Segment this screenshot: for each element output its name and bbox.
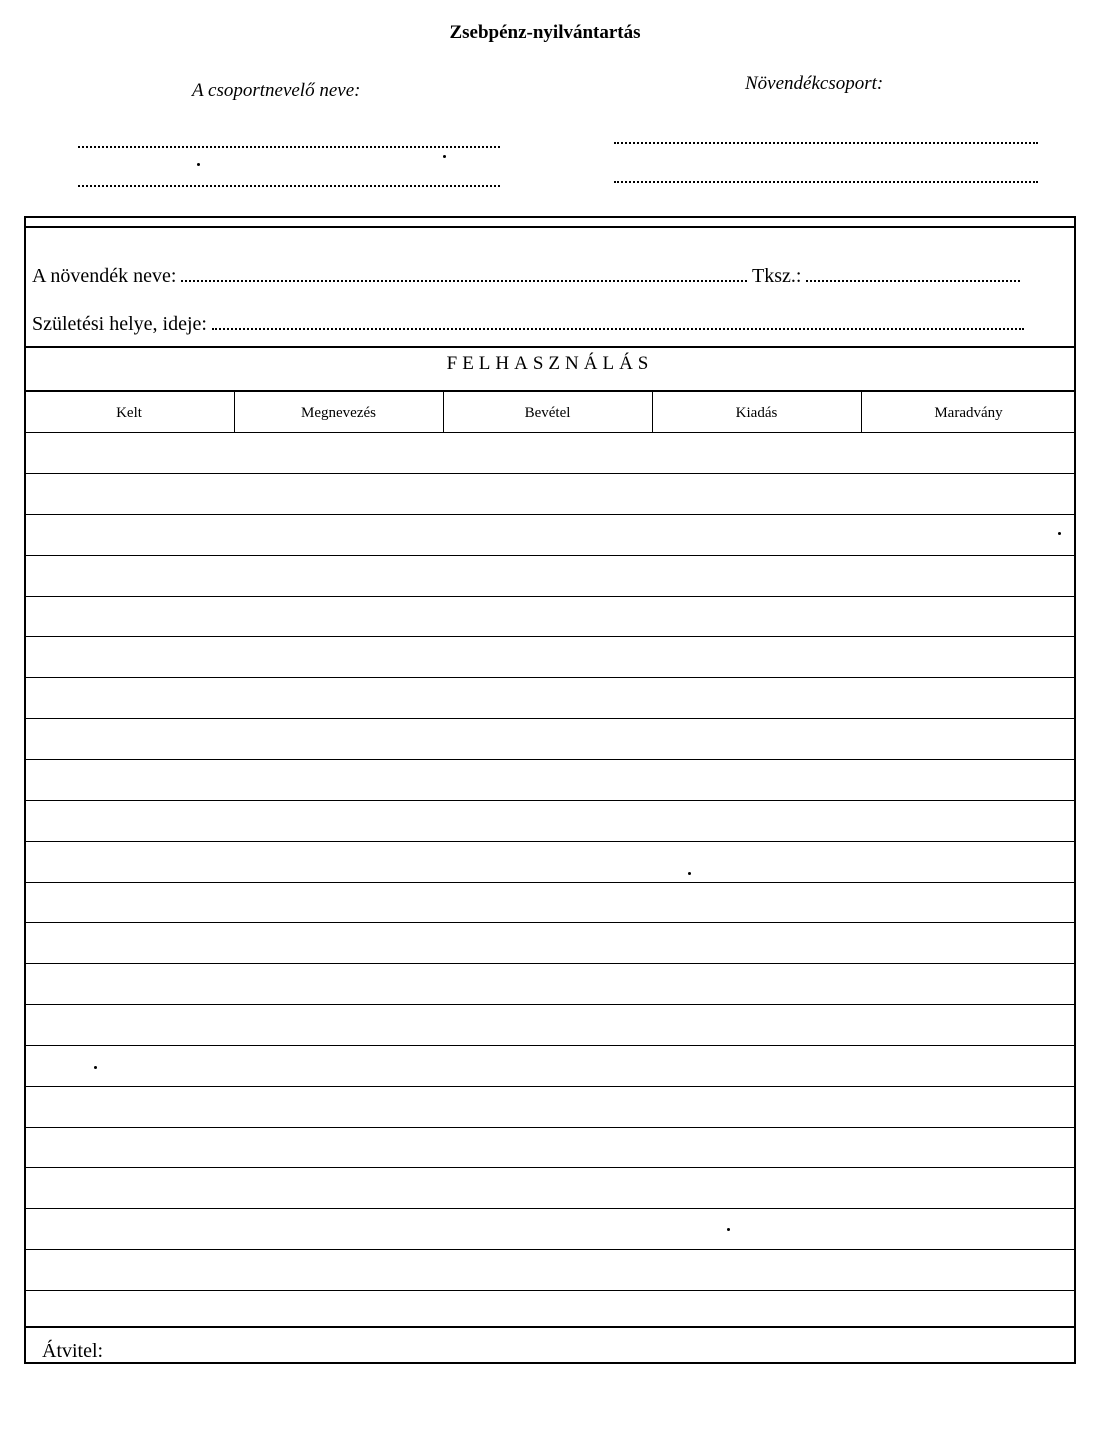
entry-row-line	[24, 841, 1076, 842]
entry-row-line	[24, 1290, 1076, 1291]
entry-row-line	[24, 1208, 1076, 1209]
birth-label: Születési helye, ideje:	[32, 313, 207, 335]
column-divider	[652, 392, 653, 432]
section-top-line	[24, 346, 1076, 348]
scan-speck	[1058, 532, 1061, 535]
header-bottom-line	[24, 432, 1076, 433]
entry-row-line	[24, 1127, 1076, 1128]
group-leader-name-field-2[interactable]	[78, 185, 500, 187]
column-header-bevetel: Bevétel	[524, 405, 571, 421]
entry-row-line	[24, 1167, 1076, 1168]
scan-speck	[197, 163, 200, 166]
student-name-label: A növendék neve:	[32, 265, 177, 287]
scan-speck	[443, 155, 446, 158]
entry-row-line	[24, 718, 1076, 719]
birth-row	[32, 313, 1024, 336]
column-divider	[861, 392, 862, 432]
frame-inner-top-line	[24, 226, 1076, 228]
column-divider	[234, 392, 235, 432]
tksz-field[interactable]	[806, 276, 1020, 282]
entry-row-line	[24, 800, 1076, 801]
entry-row-line	[24, 636, 1076, 637]
entry-row-line	[24, 1004, 1076, 1005]
carry-over-top-line	[24, 1326, 1076, 1328]
student-name-row	[32, 265, 1020, 288]
column-header-maradvany: Maradvány	[934, 405, 1003, 421]
entry-row-line	[24, 514, 1076, 515]
entry-row-line	[24, 677, 1076, 678]
column-divider	[443, 392, 444, 432]
column-header-kiadas: Kiadás	[735, 405, 778, 421]
student-name-field[interactable]	[181, 276, 747, 282]
group-leader-label: A csoportnevelő neve:	[192, 80, 361, 101]
entry-row-line	[24, 922, 1076, 923]
entry-row-line	[24, 1086, 1076, 1087]
entry-row-line	[24, 596, 1076, 597]
group-field-2[interactable]	[614, 181, 1038, 183]
entry-row-line	[24, 1045, 1076, 1046]
scan-speck	[688, 872, 691, 875]
entry-row-line	[24, 963, 1076, 964]
birth-field[interactable]	[212, 324, 1024, 330]
tksz-label: Tksz.:	[752, 265, 802, 287]
entry-row-line	[24, 555, 1076, 556]
page-title: Zsebpénz-nyilvántartás	[449, 22, 641, 43]
entry-row-line	[24, 1249, 1076, 1250]
scan-speck	[727, 1228, 730, 1231]
column-header-megnevezes: Megnevezés	[301, 405, 376, 421]
group-leader-name-field-1[interactable]	[78, 146, 500, 148]
carry-over-label: Átvitel:	[42, 1340, 104, 1362]
scan-speck	[94, 1066, 97, 1069]
section-title: FELHASZNÁLÁS	[446, 353, 654, 374]
entry-row-line	[24, 759, 1076, 760]
record-frame	[24, 216, 1076, 1364]
entry-row-line	[24, 882, 1076, 883]
column-header-kelt: Kelt	[116, 405, 142, 421]
group-field-1[interactable]	[614, 142, 1038, 144]
group-label: Növendékcsoport:	[745, 73, 884, 94]
entry-row-line	[24, 473, 1076, 474]
header-top-line	[24, 390, 1076, 392]
